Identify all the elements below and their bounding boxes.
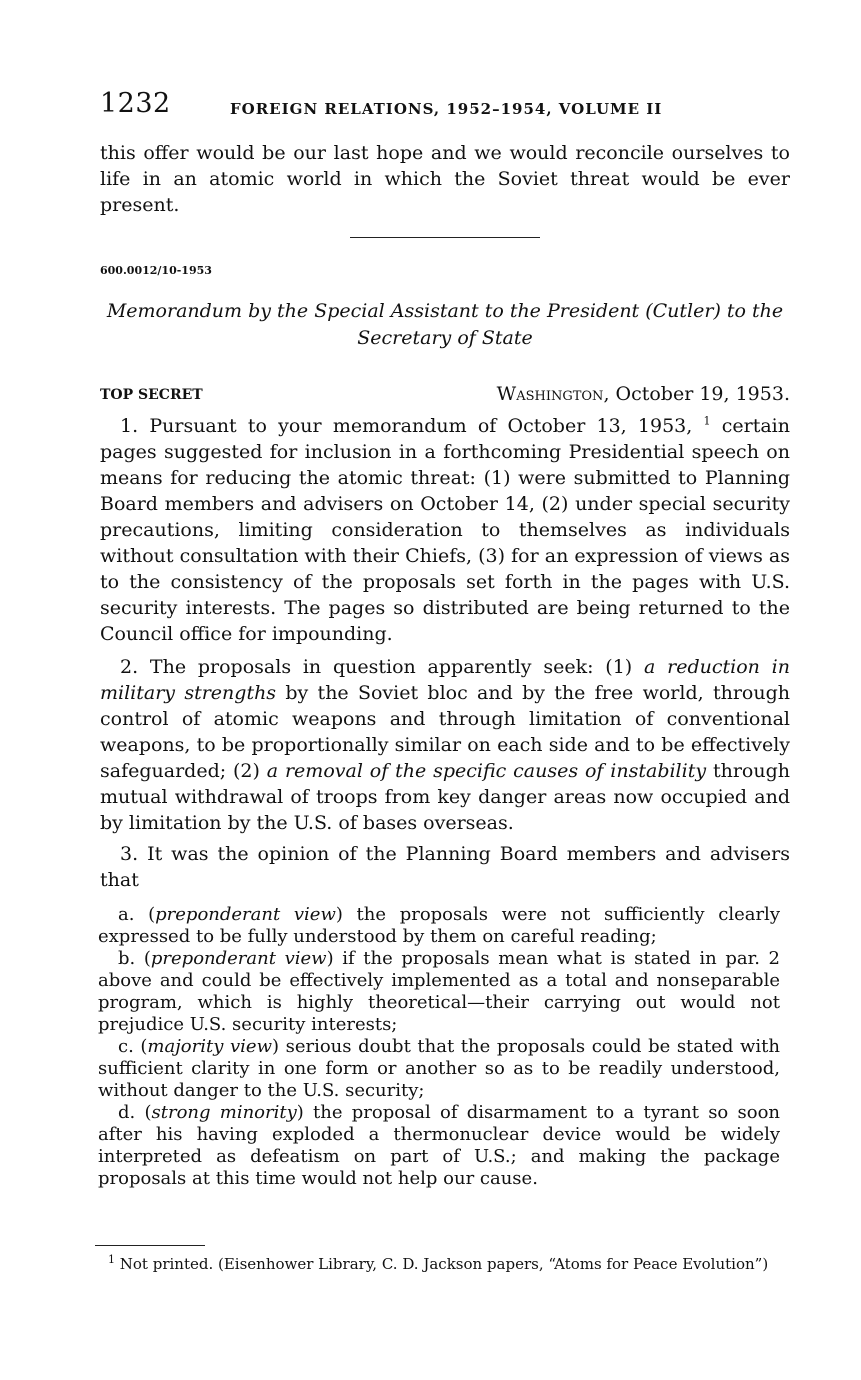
footnote-reference[interactable]: 1 <box>703 414 711 428</box>
paragraph-2-text-b: by the Soviet bloc and by the free world, through control of atomic weapons and through limitation of conventional weapons, to be proportionally similar on each side and to be effectively safeguarded; (2) <box>100 682 790 782</box>
running-title: FOREIGN RELATIONS, 1952–1954, VOLUME II <box>230 100 663 118</box>
list-item <box>98 948 780 1036</box>
page-number: 1232 <box>100 88 171 119</box>
item-text: ) serious doubt that the proposals could be stated with sufficient clarity in one form or another so as to be readily understood, without danger to the U.S. security; <box>98 1036 781 1101</box>
footnote-divider <box>95 1245 205 1246</box>
file-number: 600.0012/10-1953 <box>100 264 212 277</box>
dateline <box>497 383 790 405</box>
item-letter: c. ( <box>118 1036 148 1057</box>
item-letter: d. ( <box>118 1102 152 1123</box>
section-divider <box>350 237 540 238</box>
classification-label: TOP SECRET <box>100 387 203 403</box>
paragraph-1-text-a: 1. Pursuant to your memorandum of October 13, 1953, <box>120 415 693 437</box>
opinion-list <box>98 904 780 1190</box>
item-letter: a. ( <box>118 904 156 925</box>
paragraph-2-text-c: through mutual withdrawal of troops from key danger areas now occupied and by limitation by the U.S. of bases overseas. <box>100 760 790 834</box>
paragraph-2-emphasis-2: a removal of the specific causes of instability <box>266 760 707 782</box>
dateline-place: Washington <box>496 383 604 405</box>
continuation-paragraph: this offer would be our last hope and we would reconcile ourselves to life in an atomic world in which the Soviet threat would be ever present. <box>100 142 790 216</box>
document-meta <box>100 383 790 411</box>
item-text: ) the proposals were not sufficiently clearly expressed to be fully understood by them on careful reading; <box>98 904 780 947</box>
paragraph-2 <box>100 654 790 836</box>
item-qualifier: preponderant view <box>150 948 327 969</box>
list-item <box>98 1102 780 1190</box>
footnote-marker: 1 <box>108 1253 115 1266</box>
item-qualifier: majority view <box>147 1036 272 1057</box>
paragraph-1 <box>100 413 790 647</box>
paragraph-2-text-a: 2. The proposals in question apparently seek: (1) <box>120 656 644 678</box>
paragraph-2-emphasis-1: a reduction in military strengths <box>100 656 790 704</box>
list-item <box>98 1036 780 1102</box>
document-title: Memorandum by the Special Assistant to the President (Cutler) to the Secretary of State <box>106 300 784 349</box>
item-qualifier: strong minority <box>151 1102 297 1123</box>
item-qualifier: preponderant view <box>155 904 336 925</box>
item-text: ) if the proposals mean what is stated in par. 2 above and could be effectively implemented as a total and nonseparable program, which is highly theoretical—their carrying out would not prejudice U.S. security interests; <box>98 948 780 1035</box>
page-header <box>100 88 790 128</box>
paragraph-1-text-b: certain pages suggested for inclusion in a forthcoming Presidential speech on means for reducing the atomic threat: (1) were submitted to Planning Board members and advisers on October 14, (2) under special security precautions, limiting consideration to themselves as individuals without consultation with their Chiefs, (3) for an expression of views as to the consistency of the proposals set forth in the pages with U.S. security interests. The pages so distributed are being returned to the Council office for impounding. <box>100 415 790 645</box>
dateline-date: , October 19, 1953. <box>603 383 790 405</box>
footnote <box>108 1254 778 1275</box>
paragraph-3: 3. It was the opinion of the Planning Board members and advisers that <box>100 843 790 891</box>
footnote-text: Not printed. (Eisenhower Library, C. D. Jackson papers, “Atoms for Peace Evolution”) <box>115 1255 769 1273</box>
list-item <box>98 904 780 948</box>
item-letter: b. ( <box>118 948 151 969</box>
item-text: ) the proposal of disarmament to a tyrant so soon after his having exploded a thermonuclear device would be widely interpreted as defeatism on part of U.S.; and making the package proposals at this time would not help our cause. <box>98 1102 780 1189</box>
